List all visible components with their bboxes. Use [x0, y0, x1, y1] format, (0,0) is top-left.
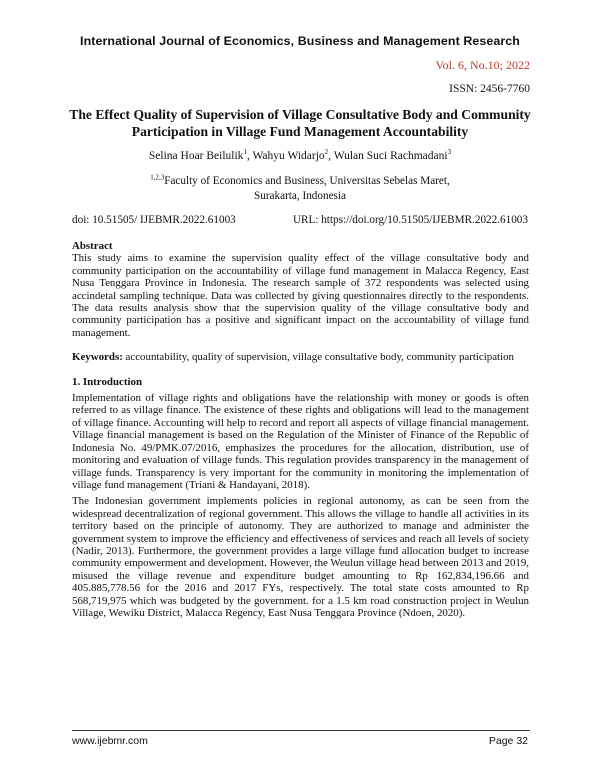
author-1-sup: 1 — [243, 148, 247, 157]
affiliation-line-2: Surakarta, Indonesia — [254, 189, 346, 202]
abstract-heading: Abstract — [72, 240, 113, 252]
intro-heading: 1. Introduction — [72, 375, 142, 388]
abstract-text: This study aims to examine the supervision quality effect of the village consultative body and community participation on the accountability of village fund management in Malacca Regency, East Nusa Tenggara Province in Indonesia. The research sample of 372 respondents was selected using accindetal sampling technique. Data was collected by giving questionnaires directly to the respondents. The data results analysis show that the supervision quality of the village consultative body and community participation has a positive and significant impact on the accountability of village fund management. — [72, 252, 529, 339]
author-3-sup: 3 — [447, 148, 452, 157]
affiliation-sup: 1,2,3 — [150, 173, 165, 182]
journal-name: International Journal of Economics, Business and Management Research — [80, 34, 520, 48]
affiliation-line-1: Faculty of Economics and Business, Universitas Sebelas Maret, — [164, 175, 450, 187]
doi-url[interactable]: URL: https://doi.org/10.51505/IJEBMR.2022.61003 — [292, 214, 528, 226]
keywords-label: Keywords: — [72, 351, 123, 364]
footer-website[interactable]: www.ijebmr.com — [72, 735, 148, 747]
affiliation — [0, 174, 600, 203]
author-2: Wahyu Widarjo — [252, 150, 325, 162]
author-sep-1: , — [246, 150, 253, 162]
doi: doi: 10.51505/ IJEBMR.2022.61003 — [72, 214, 236, 226]
keywords-text: accountability, quality of supervision, village consultative body, community participation — [122, 351, 514, 364]
intro-paragraph-1: Implementation of village rights and obligations have the relationship with money or goods is often referred to as village finance. The existence of these rights and obligations will lead to the management of village finance. Accounting will help to record and report all aspects of village financial management. Village financial management is based on the Regulation of the Minister of Finance of the Republic of Indonesia No. 49/PMK.07/2016, emphasizes the procedures for the allocation, distribution, use of monitoring and evaluation of village funds. This regulation provides transparency in the management of village funds. Transparency is very important for the community in monitoring the implementation of village fund management (Triani & Handayani, 2018). — [72, 392, 529, 491]
keywords — [72, 351, 529, 363]
intro-paragraph-2: The Indonesian government implements policies in regional autonomy, as can be seen from the widespread decentralization of regional government. This allows the village to handle all activities in its territory based on the principle of autonomy. They are authorized to manage and administer the government system to improve the efficiency and effectiveness of services and reach all levels of society (Nadir, 2013). Furthermore, the government provides a large village fund allocation budget to increase community empowerment and development. However, the Weulun village head between 2013 and 2019, misused the village revenue and expenditure budget amounting to Rp 162,834,196.66 and 405.885,778.56 for the 2016 and 2017 FYs, respectively. The total state costs amounted to Rp 568,719,975 which was budgeted by the government. for a 1.5 km road construction project in Weulun Village, Wewiku District, Malacca Regency, East Nusa Tenggara Province (Ndoen, 2020). — [72, 495, 529, 619]
paper-body — [72, 240, 529, 619]
author-3: Wulan Suci Rachmadani — [333, 150, 448, 162]
author-2-sup: 2 — [324, 148, 329, 157]
paper-title: The Effect Quality of Supervision of Village Consultative Body and Community Participation in Village Fund Management Accountability — [69, 107, 531, 139]
footer-page-number: Page 32 — [488, 735, 528, 747]
issn: ISSN: 2456-7760 — [449, 83, 530, 95]
author-sep-2: , — [328, 150, 334, 162]
author-1: Selina Hoar Beilulik — [148, 150, 244, 162]
footer-divider — [72, 730, 530, 731]
volume-issue: Vol. 6, No.10; 2022 — [435, 58, 530, 72]
author-list — [0, 150, 600, 162]
